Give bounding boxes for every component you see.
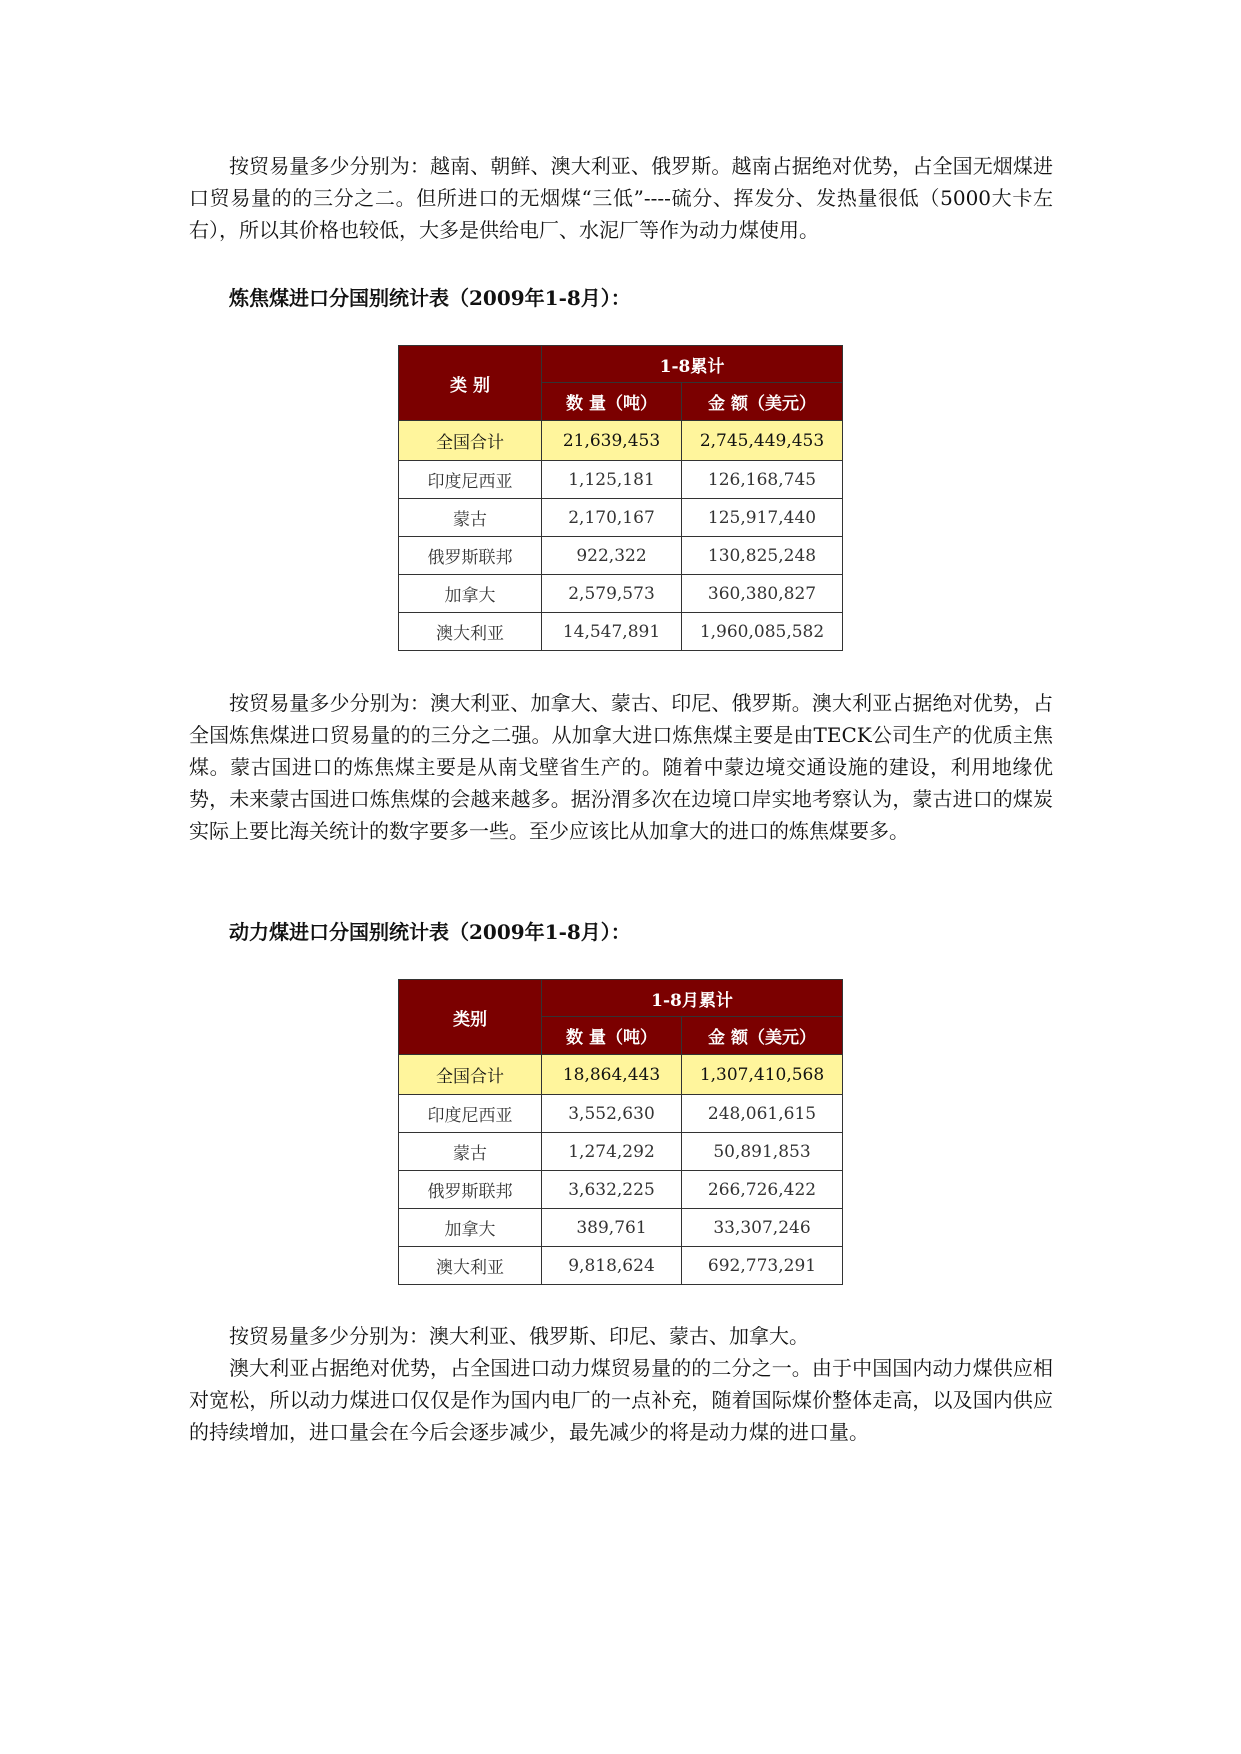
table-row <box>399 499 843 537</box>
row-name: 印度尼西亚 <box>399 461 542 499</box>
row-amount: 360,380,827 <box>682 575 843 613</box>
paragraph-thermal-coal-ranking: 按贸易量多少分别为：澳大利亚、俄罗斯、印尼、蒙古、加拿大。 <box>229 1324 809 1348</box>
row-quantity: 1,274,292 <box>542 1133 682 1171</box>
row-name: 全国合计 <box>399 421 542 461</box>
row-name: 加拿大 <box>399 1209 542 1247</box>
row-name: 俄罗斯联邦 <box>399 537 542 575</box>
row-amount: 2,745,449,453 <box>682 421 843 461</box>
row-amount: 50,891,853 <box>682 1133 843 1171</box>
thermal-coal-table <box>398 979 843 1285</box>
row-amount: 126,168,745 <box>682 461 843 499</box>
row-quantity: 21,639,453 <box>542 421 682 461</box>
row-quantity: 2,579,573 <box>542 575 682 613</box>
column-header-amount: 金 额（美元） <box>682 383 843 421</box>
row-quantity: 9,818,624 <box>542 1247 682 1285</box>
row-name: 蒙古 <box>399 1133 542 1171</box>
table-row <box>399 1209 843 1247</box>
table-row-total <box>399 1055 843 1095</box>
row-quantity: 1,125,181 <box>542 461 682 499</box>
row-quantity: 2,170,167 <box>542 499 682 537</box>
column-header-group: 1-8月累计 <box>542 980 843 1017</box>
paragraph-anthracite: 按贸易量多少分别为：越南、朝鲜、澳大利亚、俄罗斯。越南占据绝对优势，占全国无烟煤进口贸易量的的三分之二。但所进口的无烟煤“三低”----硫分、挥发分、发热量很低（5000大卡左右），所以其价格也较低，大多是供给电厂、水泥厂等作为动力煤使用。 <box>189 154 1053 242</box>
column-header-quantity: 数 量（吨） <box>542 383 682 421</box>
table-row <box>399 1095 843 1133</box>
paragraph-coking-coal: 按贸易量多少分别为：澳大利亚、加拿大、蒙古、印尼、俄罗斯。澳大利亚占据绝对优势，占全国炼焦煤进口贸易量的的三分之二强。从加拿大进口炼焦煤主要是由TECK公司生产的优质主焦煤。蒙古国进口的炼焦煤主要是从南戈壁省生产的。随着中蒙边境交通设施的建设，利用地缘优势，未来蒙古国进口炼焦煤的会越来越多。据汾渭多次在边境口岸实地考察认为，蒙古进口的煤炭实际上要比海关统计的数字要多一些。至少应该比从加拿大的进口的炼焦煤要多。 <box>189 691 1053 843</box>
coking-coal-table <box>398 345 843 651</box>
row-amount: 33,307,246 <box>682 1209 843 1247</box>
table-row <box>399 613 843 651</box>
table-row <box>399 1133 843 1171</box>
row-amount: 266,726,422 <box>682 1171 843 1209</box>
table-row <box>399 1247 843 1285</box>
table1-heading: 炼焦煤进口分国别统计表（2009年1-8月）： <box>229 286 631 310</box>
table-row <box>399 537 843 575</box>
row-amount: 125,917,440 <box>682 499 843 537</box>
row-name: 蒙古 <box>399 499 542 537</box>
paragraph-thermal-coal: 澳大利亚占据绝对优势，占全国进口动力煤贸易量的的二分之一。由于中国国内动力煤供应相对宽松，所以动力煤进口仅仅是作为国内电厂的一点补充，随着国际煤价整体走高，以及国内供应的持续增加，进口量会在今后会逐步减少，最先减少的将是动力煤的进口量。 <box>189 1356 1053 1444</box>
column-header-category: 类 别 <box>399 346 542 421</box>
row-amount: 248,061,615 <box>682 1095 843 1133</box>
column-header-quantity: 数 量（吨） <box>542 1017 682 1055</box>
row-amount: 692,773,291 <box>682 1247 843 1285</box>
row-amount: 1,960,085,582 <box>682 613 843 651</box>
row-quantity: 14,547,891 <box>542 613 682 651</box>
table-row <box>399 575 843 613</box>
table-row-total <box>399 421 843 461</box>
row-name: 加拿大 <box>399 575 542 613</box>
row-name: 澳大利亚 <box>399 613 542 651</box>
row-quantity: 3,552,630 <box>542 1095 682 1133</box>
column-header-group: 1-8累计 <box>542 346 843 383</box>
row-name: 俄罗斯联邦 <box>399 1171 542 1209</box>
table-row <box>399 1171 843 1209</box>
row-amount: 130,825,248 <box>682 537 843 575</box>
column-header-category: 类别 <box>399 980 542 1055</box>
row-quantity: 3,632,225 <box>542 1171 682 1209</box>
column-header-amount: 金 额（美元） <box>682 1017 843 1055</box>
row-name: 全国合计 <box>399 1055 542 1095</box>
row-amount: 1,307,410,568 <box>682 1055 843 1095</box>
row-quantity: 18,864,443 <box>542 1055 682 1095</box>
row-name: 澳大利亚 <box>399 1247 542 1285</box>
table2-heading: 动力煤进口分国别统计表（2009年1-8月）： <box>229 920 631 944</box>
row-quantity: 922,322 <box>542 537 682 575</box>
table-row <box>399 461 843 499</box>
row-name: 印度尼西亚 <box>399 1095 542 1133</box>
row-quantity: 389,761 <box>542 1209 682 1247</box>
